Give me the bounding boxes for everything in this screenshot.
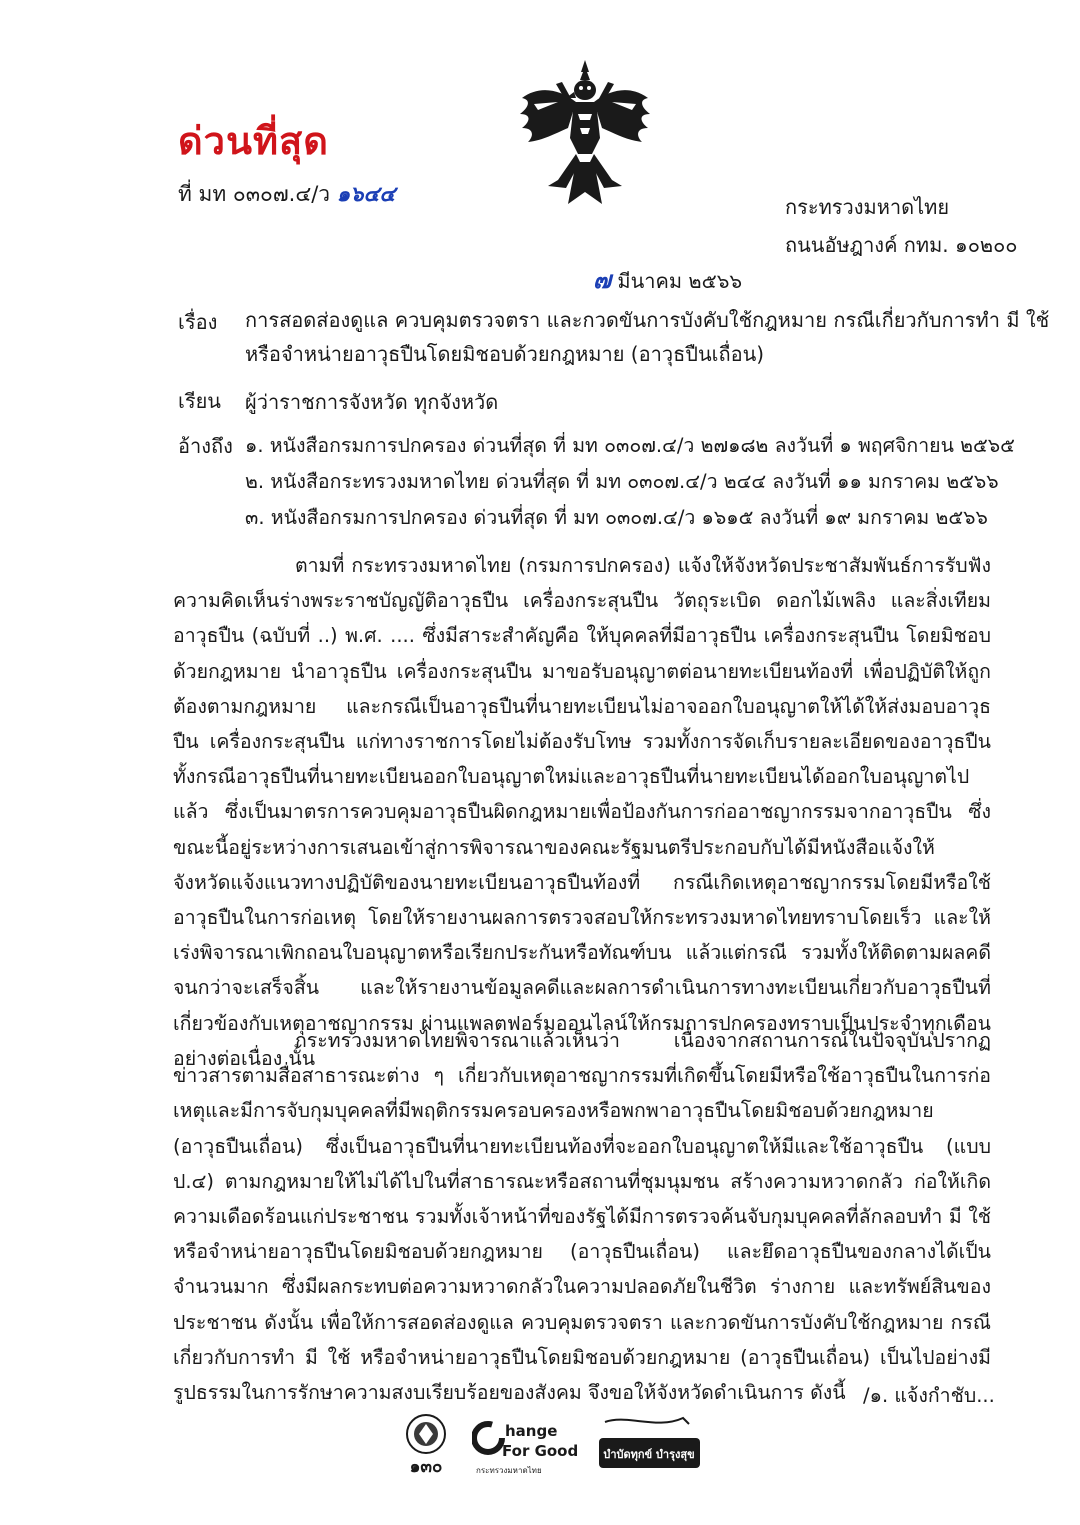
body-paragraph-2: กระทรวงมหาดไทยพิจารณาแล้วเห็นว่า เนื่องจากสถานการณ์ในปัจจุบันปรากฏข่าวสารตามสื่อสาธารณะต่าง ๆ เกี่ยวกับเหตุอาชญากรรมที่เกิดขึ้นโดยมีหรือใช้อาวุธปืนในการก่อเหตุและมีการจับกุมบุคคลที่มีพฤติกรรมครอบครองหรือพกพาอาวุธปืนโดยมิชอบด้วยกฎหมาย (อาวุธปืนเถื่อน) ซึ่งเป็นอาวุธปืนที่นายทะเบียนท้องที่จะออกใบอนุญาตให้มีและใช้อาวุธปืน (แบบ ป.๔) ตามกฎหมายให้ไม่ได้ไปในที่สาธารณะหรือสถานที่ชุมนุมชน สร้างความหวาดกลัว ก่อให้เกิดความเดือดร้อนแก่ประชาชน รวมทั้งเจ้าหน้าที่ของรัฐได้มีการตรวจค้นจับกุมบุคคลที่ลักลอบทำ มี ใช้ หรือจำหน่ายอาวุธปืนโดยมิชอบด้วยกฎหมาย (อาวุธปืนเถื่อน) และยึดอาวุธปืนของกลางได้เป็นจำนวนมาก ซึ่งมีผลกระทบต่อความหวาดกลัวในความปลอดภัยในชีวิต ร่างกาย และทรัพย์สินของประชาชน ดังนั้น เพื่อให้การสอดส่องดูแล ควบคุมตรวจตรา และกวดขันการบังคับใช้กฎหมาย กรณีเกี่ยวกับการทำ มี ใช้ หรือจำหน่ายอาวุธปืนโดยมิชอบด้วยกฎหมาย (อาวุธปืนเถื่อน) เป็นไปอย่างมีรูปธรรมในการรักษาความสงบเรียบร้อยของสังคม จึงขอให้จังหวัดดำเนินการ ดังนี้ — [173, 1029, 991, 1405]
subject-line-2: หรือจำหน่ายอาวุธปืนโดยมิชอบด้วยกฎหมาย (อาวุธปืนเถื่อน) — [245, 342, 765, 366]
reference-item-1: ๑. หนังสือกรมการปกครอง ด่วนที่สุด ที่ มท ๐๓๐๗.๔/ว ๒๗๑๘๒ ลงวันที่ ๑ พฤศจิกายน ๒๕๖๕ — [245, 434, 1015, 457]
signature-mark — [605, 1418, 689, 1424]
references-label: อ้างถึง — [178, 434, 233, 458]
slogan-banner — [597, 1410, 702, 1480]
document-date — [593, 260, 742, 299]
recipient-label: เรียน — [178, 389, 221, 413]
garuda-emblem — [518, 58, 652, 208]
subject-label: เรื่อง — [178, 310, 218, 334]
subject-text — [245, 303, 1050, 371]
date-month-year: มีนาคม ๒๕๖๖ — [617, 269, 743, 293]
urgency-stamp: ด่วนที่สุด — [178, 119, 329, 163]
change-text: hange — [505, 1422, 558, 1440]
subject-line-1: การสอดส่องดูแล ควบคุมตรวจตรา และกวดขันการบังคับใช้กฎหมาย กรณีเกี่ยวกับการทำ มี ใช้ — [245, 308, 1050, 332]
organization-name: กระทรวงมหาดไทย — [785, 195, 950, 219]
document-number-handwritten: ๑๖๔๔ — [336, 182, 396, 206]
recipient-value: ผู้ว่าราชการจังหวัด ทุกจังหวัด — [245, 390, 499, 414]
body-paragraph-1: ตามที่ กระทรวงมหาดไทย (กรมการปกครอง) แจ้งให้จังหวัดประชาสัมพันธ์การรับฟังความคิดเห็นร่างพระราชบัญญัติอาวุธปืน เครื่องกระสุนปืน วัตถุระเบิด ดอกไม้เพลิง และสิ่งเทียมอาวุธปืน (ฉบับที่ ..) พ.ศ. .... ซึ่งมีสาระสำคัญคือ ให้บุคคลที่มีอาวุธปืน เครื่องกระสุนปืน โดยมิชอบด้วยกฎหมาย นำอาวุธปืน เครื่องกระสุนปืน มาขอรับอนุญาตต่อนายทะเบียนท้องที่ เพื่อปฏิบัติให้ถูกต้องตามกฎหมาย และกรณีเป็นอาวุธปืนที่นายทะเบียนไม่อาจออกใบอนุญาตให้ได้ให้ส่งมอบอาวุธปืน เครื่องกระสุนปืน แก่ทางราชการโดยไม่ต้องรับโทษ รวมทั้งการจัดเก็บรายละเอียดของอาวุธปืนทั้งกรณีอาวุธปืนที่นายทะเบียนออกใบอนุญาตใหม่และอาวุธปืนที่นายทะเบียนได้ออกใบอนุญาตไปแล้ว ซึ่งเป็นมาตรการควบคุมอาวุธปืนผิดกฎหมายเพื่อป้องกันการก่ออาชญากรรมจากอาวุธปืน ซึ่งขณะนี้อยู่ระหว่างการเสนอเข้าสู่การพิจารณาของคณะรัฐมนตรีประกอบกับได้มีหนังสือแจ้งให้จังหวัดแจ้งแนวทางปฏิบัติของนายทะเบียนอาวุธปืนท้องที่ กรณีเกิดเหตุอาชญากรรมโดยมีหรือใช้อาวุธปืนในการก่อเหตุ โดยให้รายงานผลการตรวจสอบให้กระทรวงมหาดไทยทราบโดยเร็ว และให้เร่งพิจารณาเพิกถอนใบอนุญาตหรือเรียกประกันหรือทัณฑ์บน แล้วแต่กรณี รวมทั้งให้ติดตามผลคดีจนกว่าจะเสร็จสิ้น และให้รายงานข้อมูลคดีและผลการดำเนินการทางทะเบียนเกี่ยวกับอาวุธปืนที่เกี่ยวข้องกับเหตุอาชญากรรม ผ่านแพลตฟอร์มออนไลน์ให้กรมการปกครองทราบเป็นประจำทุกเดือนอย่างต่อเนื่อง นั้น — [173, 554, 991, 1070]
change-for-good-logo — [472, 1410, 587, 1480]
continuation-marker: /๑. แจ้งกำชับ... — [863, 1384, 995, 1407]
organization-address: ถนนอัษฎางค์ กทม. ๑๐๒๐๐ — [785, 233, 1018, 257]
anniversary-130-logo — [395, 1410, 457, 1480]
document-number-prefix: ที่ มท ๐๓๐๗.๔/ว — [178, 182, 331, 206]
change-org-text: กระทรวงมหาดไทย — [476, 1466, 542, 1475]
reference-item-3: ๓. หนังสือกรมการปกครอง ด่วนที่สุด ที่ มท ๐๓๐๗.๔/ว ๑๖๑๕ ลงวันที่ ๑๙ มกราคม ๒๕๖๖ — [245, 506, 988, 529]
reference-item-2: ๒. หนังสือกระทรวงมหาดไทย ด่วนที่สุด ที่ มท ๐๓๐๗.๔/ว ๒๔๔ ลงวันที่ ๑๑ มกราคม ๒๕๖๖ — [245, 470, 999, 493]
for-good-text: For Good — [502, 1442, 579, 1460]
date-day-handwritten: ๗ — [593, 266, 612, 294]
sender-organization — [785, 188, 1018, 264]
document-number — [178, 178, 395, 211]
logo-130-text: ๑๓๐ — [409, 1457, 443, 1477]
slogan-text: บำบัดทุกข์ บำรุงสุข — [603, 1448, 695, 1461]
